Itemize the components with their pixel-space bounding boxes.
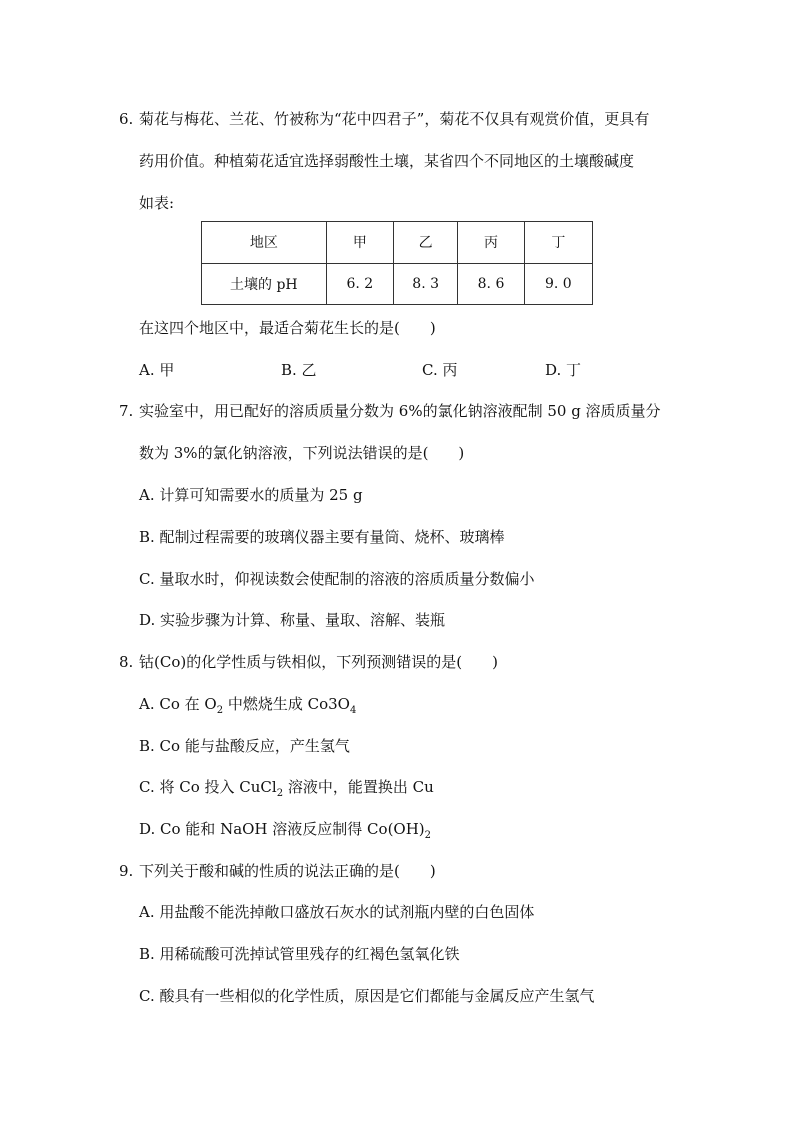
soil-ph-table — [201, 221, 593, 305]
subscript: 2 — [424, 830, 432, 841]
q6-stem-line3: 如表: — [139, 194, 175, 212]
q7-option-b: B. 配制过程需要的玻璃仪器主要有量筒、烧杯、玻璃棒 — [139, 528, 505, 546]
table-cell: 8. 3 — [393, 263, 457, 305]
q6-option-c: C. 丙 — [422, 361, 458, 379]
q6-option-d: D. 丁 — [545, 361, 582, 379]
q7-option-a: A. 计算可知需要水的质量为 25 g — [139, 486, 363, 504]
q7-number: 7. — [119, 402, 134, 420]
q8-option-b: B. Co 能与盐酸反应，产生氢气 — [139, 737, 350, 755]
q8-option-a-text: A. Co 在 O — [139, 695, 217, 713]
q9-option-b: B. 用稀硫酸可洗掉试管里残存的红褐色氢氧化铁 — [139, 945, 460, 963]
table-cell: 6. 2 — [326, 263, 393, 305]
table-cell: 8. 6 — [458, 263, 524, 305]
q8-option-c-text: C. 将 Co 投入 CuCl — [139, 778, 277, 796]
q9-option-a: A. 用盐酸不能洗掉敞口盛放石灰水的试剂瓶内壁的白色固体 — [139, 903, 535, 921]
q6-option-a: A. 甲 — [139, 361, 175, 379]
table-cell: 甲 — [326, 222, 393, 264]
q7-stem-line1: 实验室中，用已配好的溶质质量分数为 6%的氯化钠溶液配制 50 g 溶质质量分 — [139, 402, 661, 420]
q6-option-b: B. 乙 — [281, 361, 317, 379]
q8-option-c-text-2: 溶液中，能置换出 Cu — [283, 778, 434, 796]
subscript: 4 — [349, 705, 357, 716]
q8-option-a-text-2: 中燃烧生成 Co3O — [223, 695, 350, 713]
table-cell: 土壤的 pH — [202, 263, 327, 305]
q8-option-d — [139, 819, 431, 839]
q7-stem-line2: 数为 3%的氯化钠溶液，下列说法错误的是( ) — [139, 444, 465, 462]
q8-stem-line1: 钴(Co)的化学性质与铁相似，下列预测错误的是( ) — [139, 653, 498, 671]
q6-stem-line2: 药用价值。种植菊花适宜选择弱酸性土壤，某省四个不同地区的土壤酸碱度 — [139, 152, 635, 170]
q9-option-c: C. 酸具有一些相似的化学性质，原因是它们都能与金属反应产生氢气 — [139, 987, 595, 1005]
q6-stem-line1: 菊花与梅花、兰花、竹被称为“花中四君子”，菊花不仅具有观赏价值，更具有 — [139, 110, 650, 128]
table-cell: 9. 0 — [524, 263, 592, 305]
q6-number: 6. — [119, 110, 134, 128]
q8-option-a — [139, 694, 356, 714]
q9-stem-line1: 下列关于酸和碱的性质的说法正确的是( ) — [139, 862, 436, 880]
table-cell: 地区 — [202, 222, 327, 264]
q6-question: 在这四个地区中，最适合菊花生长的是( ) — [139, 319, 436, 337]
q8-option-d-text: D. Co 能和 NaOH 溶液反应制得 Co(OH) — [139, 820, 425, 838]
table-cell: 乙 — [393, 222, 457, 264]
q8-number: 8. — [119, 653, 134, 671]
q7-option-c: C. 量取水时，仰视读数会使配制的溶液的溶质质量分数偏小 — [139, 570, 535, 588]
table-cell: 丁 — [524, 222, 592, 264]
q8-option-c — [139, 777, 434, 797]
table-row — [202, 263, 593, 305]
q9-number: 9. — [119, 862, 134, 880]
subscript: 2 — [276, 788, 284, 799]
table-cell: 丙 — [458, 222, 524, 264]
table-header-row — [202, 222, 593, 264]
q7-option-d: D. 实验步骤为计算、称量、量取、溶解、装瓶 — [139, 611, 446, 629]
subscript: 2 — [216, 705, 224, 716]
